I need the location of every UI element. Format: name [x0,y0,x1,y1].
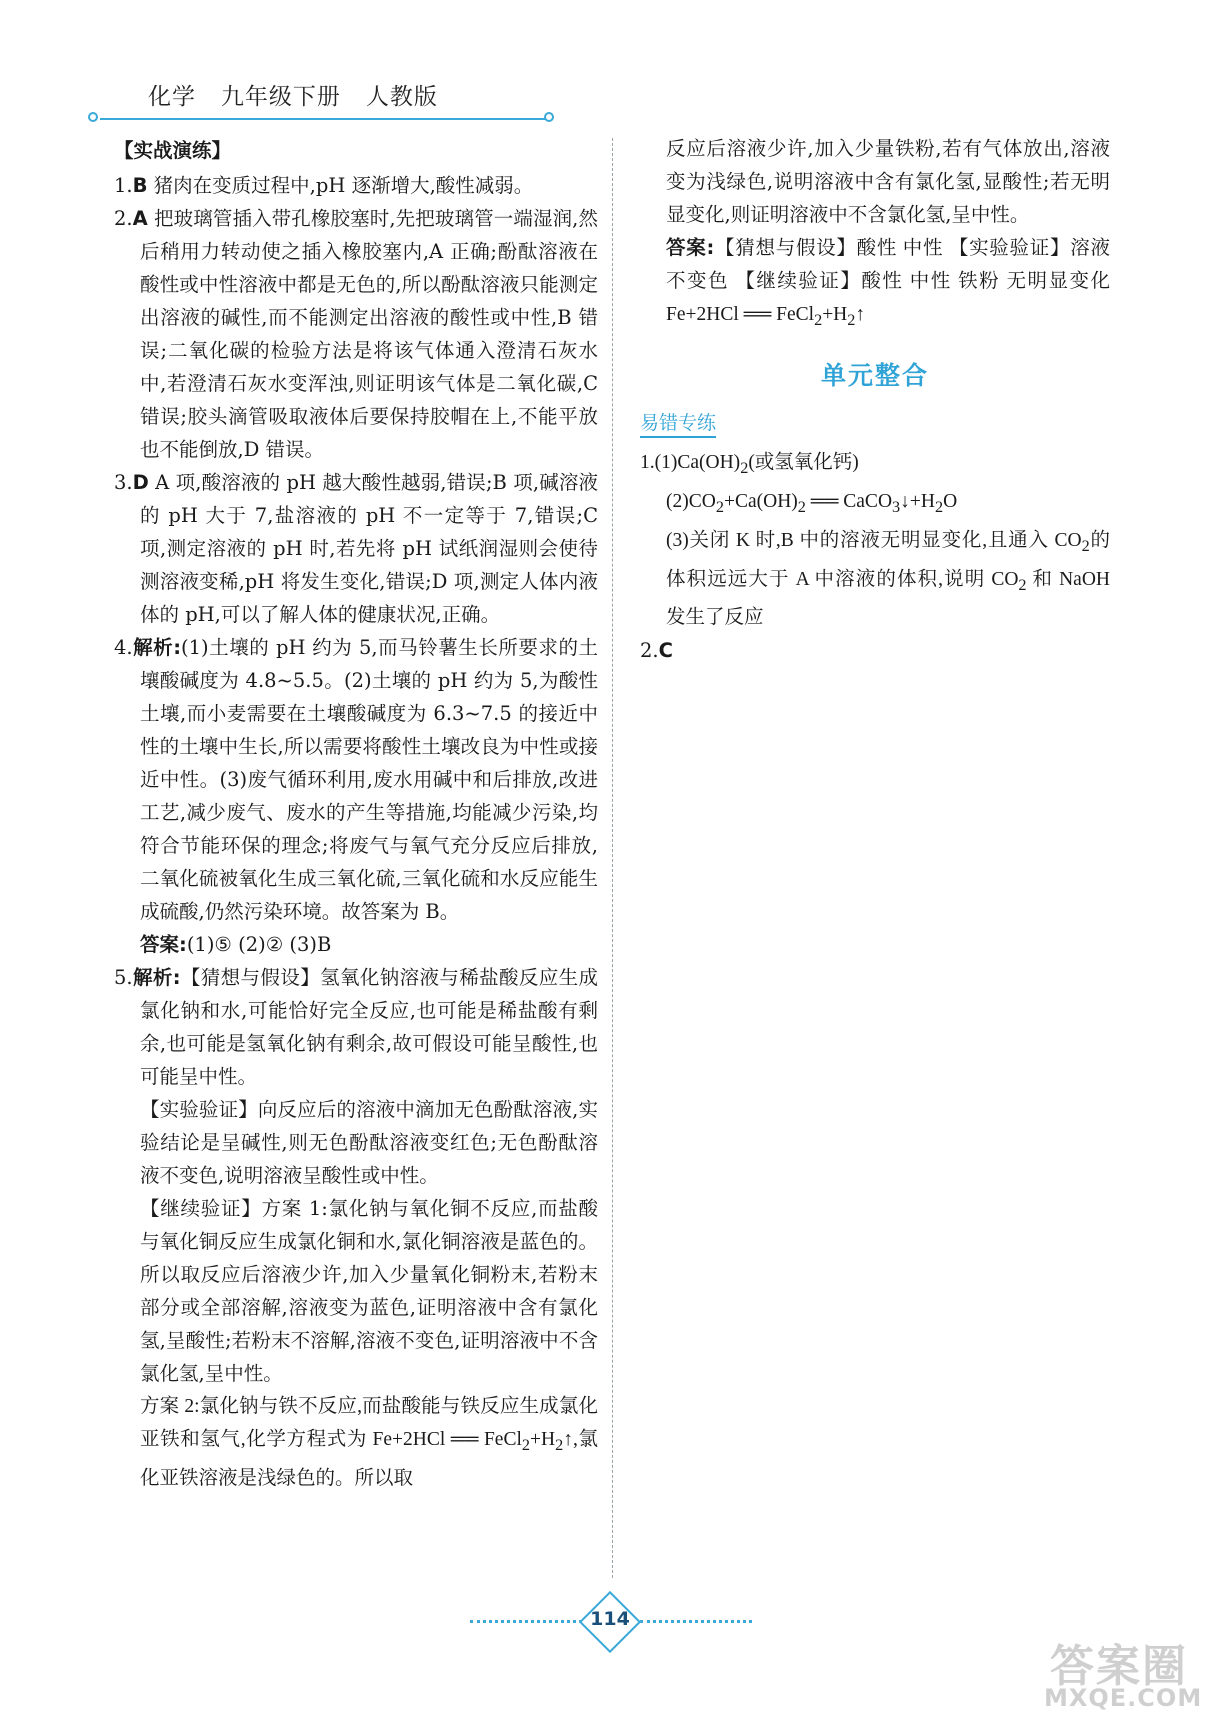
text-run: 和 NaOH 发生了反应 [666,568,1110,629]
book-title: 化学 九年级下册 人教版 [148,84,438,110]
answer-item-1 [114,169,598,202]
item-answer: D [132,471,149,494]
item-text: A 项,酸溶液的 pH 越大酸性越弱,错误;B 项,碱溶液的 pH 大于 7,盐溶液的 pH 不一定等于 7,错误;C 项,测定溶液的 pH 时,若先将 pH 试纸润湿则会使待测溶液变稀,pH 将发生变化,错误;D 项,测定人体内液体的 pH,可以了解人体的健康状况,正确。 [140,471,598,626]
analysis-text: 【猜想与假设】氢氧化钠溶液与稀盐酸反应生成氯化钠和水,可能恰好完全反应,也可能是稀盐酸有剩余,也可能是氢氧化钠有剩余,故可假设可能呈酸性,也可能呈中性。 [140,966,598,1088]
item-number: 2. [114,207,133,230]
answer-item-3 [114,466,598,631]
review-item-2 [640,634,1110,667]
text-run: ══ CaCO [805,490,893,512]
header-dot-left [88,112,98,122]
subscript: 2 [1018,575,1027,594]
text-run: (3)关闭 K 时,B 中的溶液无明显变化,且通入 CO [666,529,1082,551]
item-answer: C [658,639,673,663]
item-number: 2. [640,639,659,663]
watermark-logo: 答案圈 [1050,1641,1188,1692]
continued-text: 反应后溶液少许,加入少量铁粉,若有气体放出,溶液变为浅绿色,说明溶液中含有氯化氢,显酸性;若无明显变化,则证明溶液中不含氯化氢,呈中性。 [666,137,1110,226]
answer-line-5 [640,231,1110,337]
header-rule [100,118,548,120]
subscript: 2 [740,458,749,477]
text-run: ↑,氯化亚铁溶液是浅绿色的。所以取 [140,1429,598,1489]
answer-label: 答案: [140,933,187,956]
footer-dots-right [640,1620,752,1623]
review-item-1-part-2 [640,485,1110,524]
text-run: 的体积远远大于 A 中溶液的体积,说明 CO [666,529,1110,590]
page-number: 114 [590,1608,630,1630]
column-divider [612,138,613,1578]
answer-item-4 [114,631,598,928]
subscript: 2 [935,497,944,516]
watermark-url: MXQE.COM [1044,1684,1203,1712]
left-column [114,132,598,1495]
text-run: (或氢氧化钙) [748,451,859,473]
text-run: +Ca(OH) [723,490,798,512]
subsection-tag: 易错专练 [640,410,716,438]
subscript: 3 [892,497,901,516]
item-answer: B [132,174,148,197]
answer-label: 答案: [666,236,715,259]
page-header [0,0,1224,140]
subscript: 2 [555,1435,564,1454]
item-number: 1. [114,174,133,197]
analysis-text: (1)土壤的 pH 约为 5,而马铃薯生长所要求的土壤酸碱度为 4.8~5.5。(2)土壤的 pH 约为 5,为酸性土壤,而小麦需要在土壤酸碱度为 6.3~7.5 的接近中性的土壤中生长,所以需要将酸性土壤改良为中性或接近中性。(3)废气循环利用,废水用碱中和后排放,改进工艺,减少废气、废水的产生等措施,均能减少污染,均符合节能环保的理念;将废气与氧气充分反应后排放,二氧化硫被氧化生成三氧化硫,三氧化硫和水反应能生成硫酸,仍然污染环境。故答案为 B。 [140,636,598,923]
text-run: 方案 2:氯化钠与铁不反应,而盐酸能与铁反应生成氯化亚铁和氢气,化学方程式为 Fe+2HCl ══ FeCl [140,1396,598,1450]
answer-item-2 [114,202,598,466]
watermark [1040,1630,1220,1716]
text-run: +H [822,304,848,325]
section-heading: 【实战演练】 [114,139,232,162]
item-number: 4. [114,636,133,659]
analysis-paragraph: 【实验验证】向反应后的溶液中滴加无色酚酞溶液,实验结论是呈碱性,则无色酚酞溶液变红色;无色酚酞溶液不变色,说明溶液呈酸性或中性。 [140,1098,598,1187]
analysis-paragraph: 【继续验证】方案 1:氯化钠与氧化铜不反应,而盐酸与氧化铜反应生成氯化铜和水,氯化铜溶液是蓝色的。所以取反应后溶液少许,加入少量氧化铜粉末,若粉末部分或全部溶解,溶液变为蓝色,证明溶液中含有氯化氢,呈酸性;若粉末不溶解,溶液不变色,证明溶液中不含氯化氢,呈中性。 [140,1197,598,1385]
item-text: 把玻璃管插入带孔橡胶塞时,先把玻璃管一端湿润,然后稍用力转动使之插入橡胶塞内,A 正确;酚酞溶液在酸性或中性溶液中都是无色的,所以酚酞溶液只能测定出溶液的碱性,而不能测定出溶液的酸性或中性,B 错误;二氧化碳的检验方法是将该气体通入澄清石灰水中,若澄清石灰水变浑浊,则证明该气体是二氧化碳,C 错误;胶头滴管吸取液体后要保持胶帽在上,不能平放也不能倒放,D 错误。 [140,207,598,461]
subscript: 2 [797,497,806,516]
item-text: 猪肉在变质过程中,pH 逐渐增大,酸性减弱。 [147,174,534,197]
unit-title: 单元整合 [820,360,929,390]
analysis-paragraph [114,1390,598,1495]
text-run: ↓+H [900,490,935,512]
answer-line-4 [114,928,598,961]
subscript: 2 [847,310,856,329]
item-number: 3. [114,471,133,494]
review-item-1 [640,446,1110,485]
header-dot-right [544,112,554,122]
item-number: 1. [640,451,655,473]
answer-item-5 [114,961,598,1093]
subscript: 2 [1081,536,1090,555]
item-answer: A [132,207,148,230]
review-item-1-part-3 [640,524,1110,635]
subscript: 2 [715,497,724,516]
text-run: (2)CO [666,490,716,512]
text-run: ↑ [855,304,866,325]
footer-dots-left [470,1620,582,1623]
subscript: 2 [521,1435,530,1454]
text-run: +H [530,1429,556,1450]
item-number: 5. [114,966,133,989]
text-run: (1)Ca(OH) [654,451,741,473]
text-run: O [943,490,958,512]
text-run: 【猜想与假设】酸性 中性 【实验验证】溶液不变色 【继续验证】酸性 中性 铁粉 无明显变化 Fe+2HCl ══ FeCl [666,238,1110,325]
right-column [640,132,1110,667]
subscript: 2 [814,310,823,329]
analysis-label: 解析: [132,636,182,659]
answer-text: (1)⑤ (2)② (3)B [186,933,332,956]
analysis-label: 解析: [132,966,181,989]
